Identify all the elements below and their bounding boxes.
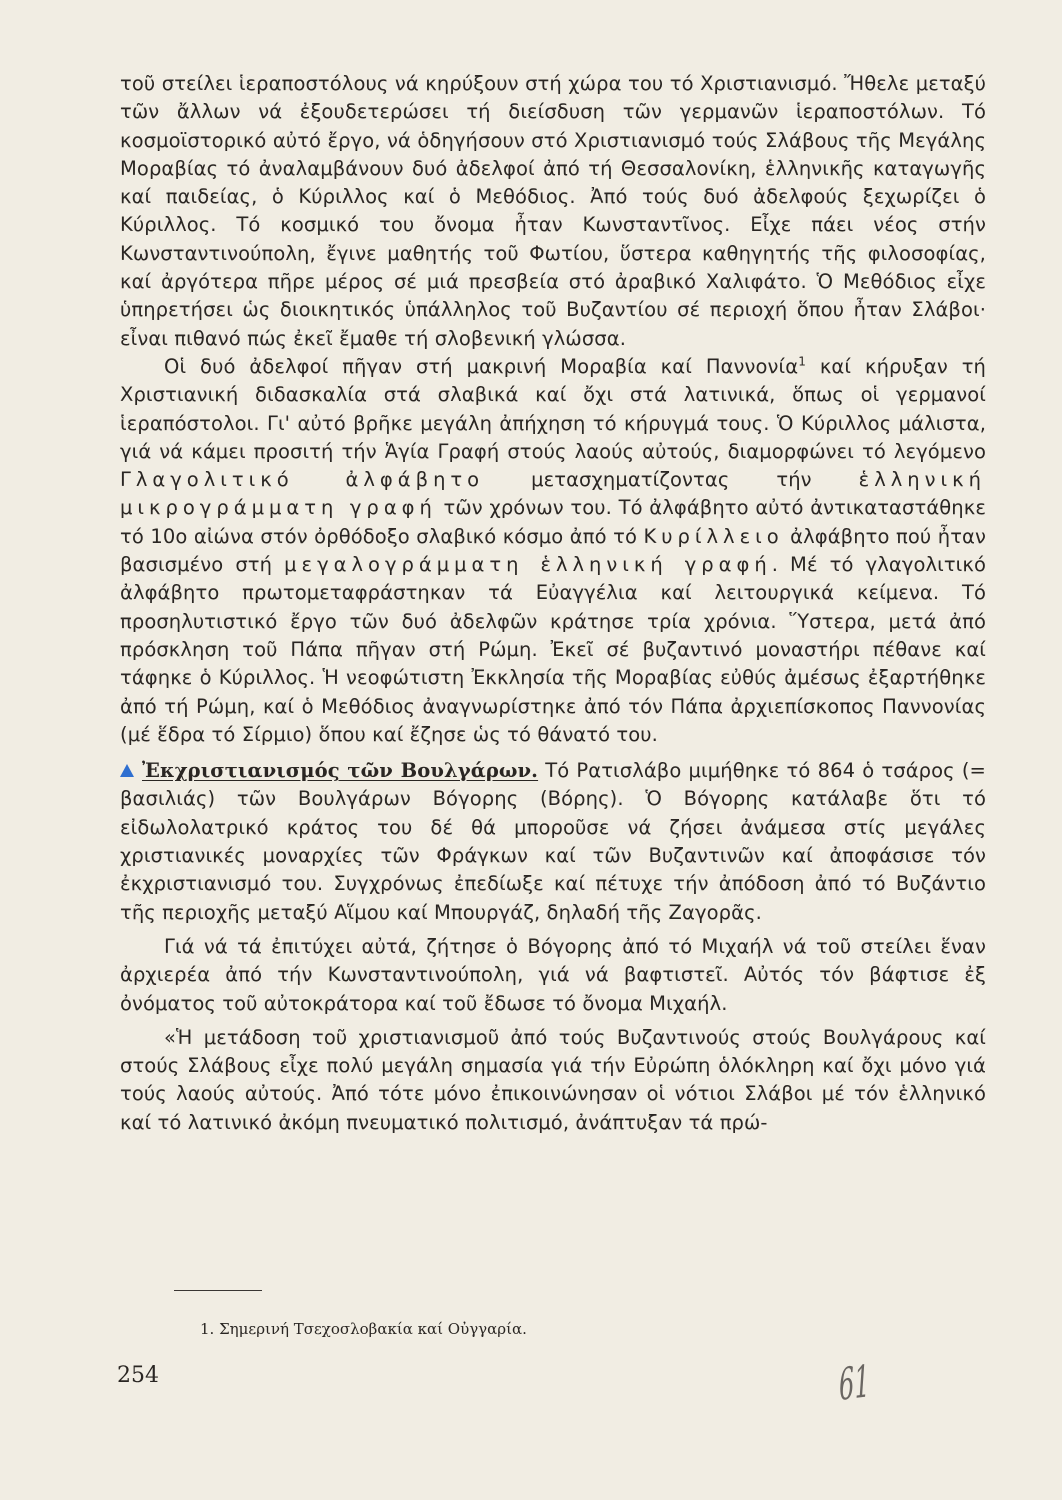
paragraph-1: τοῦ στείλει ἱεραποστόλους νά κηρύξουν στή χώρα του τό Χριστιανισμό. Ἤθελε μεταξύ τῶν ἄλλων νά ἐξουδετερώσει τή διείσδυση τῶν γερμανῶν ἱεραποστόλων. Τό κοσμοϊστορικό αὐτό ἔργο, νά ὁδηγήσουν στό Χριστιανισμό τούς Σλάβους τῆς Μεγάλης Μοραβίας τό ἀναλαμβάνουν δυό ἀδελφοί ἀπό τή Θεσσαλονίκη, ἑλληνικῆς καταγωγῆς καί παιδείας, ὁ Κύριλλος καί ὁ Μεθόδιος. Ἀπό τούς δυό ἀδελφούς ξεχωρίζει ὁ Κύριλλος. Τό κοσμικό του ὄνομα ἦταν Κωνσταντῖνος. Εἶχε πάει νέος στήν Κωνσταντινούπολη, ἔγινε μαθητής τοῦ Φωτίου, ὕστερα καθηγητής τῆς φιλοσοφίας, καί ἀργότερα πῆρε μέρος σέ μιά πρεσβεία στό ἀραβικό Χαλιφάτο. Ὁ Μεθόδιος εἶχε ὑπηρετήσει ὡς διοικητικός ὑπάλληλος τοῦ Βυζαντίου σέ περιοχή ὅπου ἦταν Σλάβοι· εἶναι πιθανό πώς ἐκεῖ ἔμαθε τή σλοβενική γλώσσα. (120, 72, 986, 350)
section-triangle-icon (120, 764, 134, 777)
paragraph-5: «Ἡ μετάδοση τοῦ χριστιανισμοῦ ἀπό τούς Βυζαντινούς στούς Βουλγάρους καί στούς Σλάβους εἶχε πολύ μεγάλη σημασία γιά τήν Εὐρώπη ὁλόκληρη καί ὄχι μόνο γιά τούς λαούς αὐτούς. Ἀπό τότε μόνο ἐπικοινώνησαν οἱ νότιοι Σλάβοι μέ τόν ἑλληνικό καί τό λατινικό ἀκόμη πνευματικό πολιτισμό, ἀνάπτυξαν τά πρώ- (120, 1025, 986, 1134)
emphasis-majuscule: μεγαλογράμματη ἑλληνική γραφή (284, 553, 772, 577)
body-text (120, 70, 986, 1137)
paragraph-2: Οἱ δυό ἀδελφοί πῆγαν στή μακρινή Μοραβία καί Παννονία$^1$ καί κήρυξαν τή Χριστιανική διδασκαλία στά σλαβικά καί ὄχι στά λατινικά, ὅπως οἱ γερμανοί ἱεραπόστολοι. Γι' αὐτό βρῆκε μεγάλη ἀπήχηση τό κήρυγμά τους. Ὁ Κύριλλος μάλιστα, γιά νά κάμει προσιτή τήν Ἁγία Γραφή στούς λαούς αὐτούς, διαμορφώνει τό λεγόμενο Γλαγολιτικό ἀλφάβητο μετασχηματίζοντας τήν ἑλληνική μικρογράμματη γραφή τῶν χρόνων του. Τό ἀλφάβητο αὐτό ἀντικαταστάθηκε τό 10ο αἰώνα στόν ὀρθόδοξο σλαβικό κόσμο ἀπό τό Κυρίλλειο ἀλφάβητο πού ἦταν βασισμένο στή μεγαλογράμματη ἑλληνική γραφή. Μέ τό γλαγολιτικό ἀλφάβητο πρωτομεταφράστηκαν τά Εὐαγγέλια καί λειτουργικά κείμενα. Τό προσηλυτιστικό ἔργο τῶν δυό ἀδελφῶν κράτησε τρία χρόνια. Ὕστερα, μετά ἀπό πρόσκληση τοῦ Πάπα πῆγαν στή Ρώμη. Ἐκεῖ σέ βυζαντινό μοναστήρι πέθανε καί τάφηκε ὁ Κύριλλος. Ἡ νεοφώτιστη Ἐκκλησία τῆς Μοραβίας εὐθύς ἀμέσως ἐξαρτήθηκε ἀπό τή Ρώμη, καί ὁ Μεθόδιος ἀναγνωρίστηκε ἀπό τόν Πάπα ἀρχιεπίσκοπος Παννονίας (μέ ἕδρα τό Σίρμιο) ὅπου καί ἔζησε ὡς τό θάνατό του. (120, 354, 986, 746)
footnote: 1. Σημερινή Τσεχοσλοβακία καί Οὐγγαρία. (200, 1320, 527, 1338)
footnote-marker: 1 (798, 354, 806, 369)
emphasis-cyrillic: Κυρίλλειο (643, 524, 784, 548)
paragraph-3: Ἐκχριστιανισμός τῶν Βουλγάρων. Τό Ρατισλάβο μιμήθηκε τό 864 ὁ τσάρος (= βασιλιάς) τῶν Βουλγάρων Βόγορης (Βόρης). Ὁ Βόγορης κατάλαβε ὅτι τό εἰδωλολατρικό κράτος του δέ θά μποροῦσε νά ζήσει ἀνάμεσα στίς μεγάλες χριστιανικές μοναρχίες τῶν Φράγκων καί τῶν Βυζαντινῶν καί ἀποφάσισε τόν ἐκχριστιανισμό του. Συγχρόνως ἐπεδίωξε καί πέτυχε τήν ἀπόδοση ἀπό τό Βυζάντιο τῆς περιοχῆς μεταξύ Αἵμου καί Μπουργάζ, δηλαδή τῆς Ζαγορᾶς. (120, 759, 986, 924)
section-heading: Ἐκχριστιανισμός τῶν Βουλγάρων. (142, 759, 539, 783)
emphasis-minuscule: ἑλληνική μικρογράμματη γραφή (120, 468, 986, 520)
footnote-rule (174, 1290, 262, 1291)
paragraph-4: Γιά νά τά ἐπιτύχει αὐτά, ζήτησε ὁ Βόγορης ἀπό τό Μιχαήλ νά τοῦ στείλει ἕναν ἀρχιερέα ἀπό τήν Κωνσταντινούπολη, γιά νά βαφτιστεῖ. Αὐτός τόν βάφτισε ἐξ ὀνόματος τοῦ αὐτοκράτορα καί τοῦ ἔδωσε τό ὄνομα Μιχαήλ. (120, 934, 986, 1015)
emphasis-glagolitic: Γλαγολιτικό ἀλφάβητο (120, 468, 485, 492)
handwritten-mark: 61 (838, 1356, 871, 1411)
page-number: 254 (117, 1363, 159, 1388)
